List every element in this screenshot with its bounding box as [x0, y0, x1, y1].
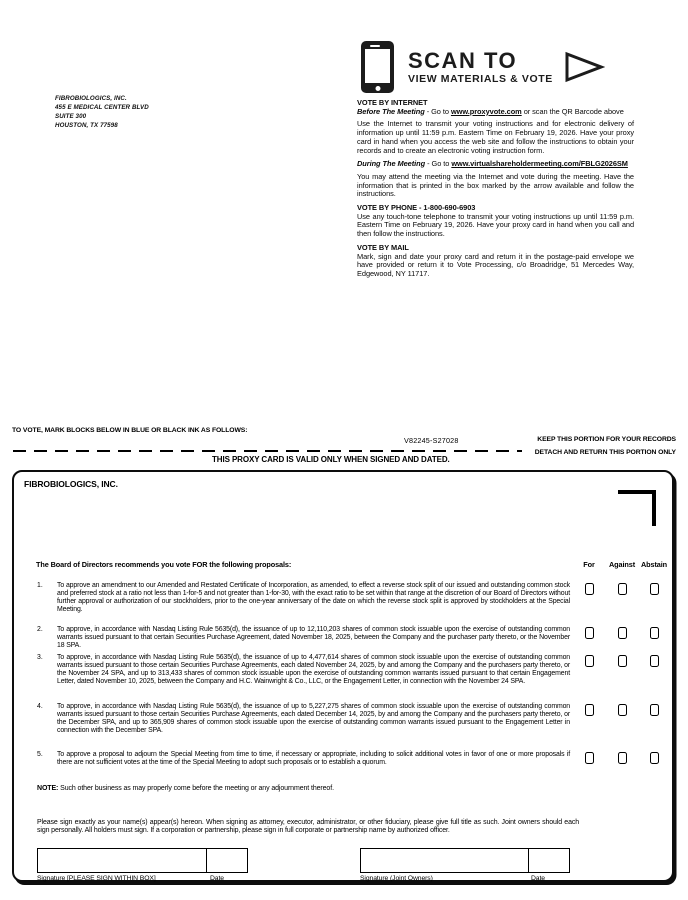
proposal-2-text: To approve, in accordance with Nasdaq Listing Rule 5635(d), the issuance of up to 12,110,203 shares of common stock issuable upon the exercise of outstanding common warrants issued pursuant to that certain Securities Purchase Agreement, dated November 18, 2025, between the Company and the purchaser party thereto, or the November 18 SPA.	[57, 626, 570, 649]
valid-when-signed-note: THIS PROXY CARD IS VALID ONLY WHEN SIGNED AND DATED.	[212, 455, 450, 464]
note-label: NOTE:	[37, 785, 59, 792]
date-joint-label: Date	[531, 875, 545, 882]
proposal-1-number: 1.	[37, 582, 43, 589]
proposal-1-text: To approve an amendment to our Amended and Restated Certificate of Incorporation, as amended, to effect a reverse stock split of our issued and outstanding common stock and preferred stock at a ratio not less than 1-for-5 and not greater than 1-for-30, with the exact ratio to be set within that range at the discretion of our Board of Directors without further approval or authorization of our stockholders, prior to the one-year anniversary of the date on which the reverse stock split is approved by stockholders at the Special Meeting.	[57, 582, 570, 613]
signature-primary-label: Signature [PLEASE SIGN WITHIN BOX]	[37, 875, 156, 882]
proposal-5-text: To approve a proposal to adjourn the Special Meeting from time to time, if necessary or appropriate, including to solicit additional votes in favor of one or more proposals if there are not sufficient votes at the time of the Special Meeting to adopt such proposals or to establish a quorum.	[57, 751, 570, 766]
smartphone-icon	[361, 41, 394, 93]
recipient-address	[55, 94, 149, 130]
detach-return-note: DETACH AND RETURN THIS PORTION ONLY	[534, 449, 676, 456]
board-recommendation: The Board of Directors recommends you vote FOR the following proposals:	[36, 560, 292, 569]
proposal-5-number: 5.	[37, 751, 43, 758]
proxyvote-link[interactable]: www.proxyvote.com	[450, 106, 522, 116]
note-line	[37, 785, 577, 792]
proposal-5-against-checkbox[interactable]	[618, 752, 627, 764]
column-header-abstain: Abstain	[640, 560, 668, 569]
proposal-5-for-checkbox[interactable]	[585, 752, 594, 764]
signature-box-primary[interactable]	[37, 848, 248, 873]
proposal-3-text: To approve, in accordance with Nasdaq Listing Rule 5635(d), the issuance of up to 4,477,614 shares of common stock issuable upon the exercise of outstanding common warrants issued pursuant to those certain Securities Purchase Agreements, each dated November 24, 2025, by and among the Company and the purchasers party thereto, or the November 24 SPA, and up to 313,433 shares of common stock issuable upon the exercise of outstanding common warrants issued pursuant to that certain Engagement Letter, dated November 10, 2025, between the Company and H.C. Wainwright & Co., LLC, or the Engagement Letter, in connection with the November 24 SPA.	[57, 654, 570, 685]
scan-to-banner	[361, 41, 605, 93]
phone-paragraph: Use any touch-tone telephone to transmit your voting instructions up until 11:59 p.m. Eastern Time on February 19, 2026. Have your proxy card in hand when you call and then follow the instructions.	[357, 211, 634, 239]
vote-by-internet-heading: VOTE BY INTERNET	[357, 98, 428, 107]
keep-portion-note: KEEP THIS PORTION FOR YOUR RECORDS	[537, 436, 676, 443]
detach-dashed-line	[13, 450, 522, 452]
proposal-4-number: 4.	[37, 703, 43, 710]
during-meeting-paragraph: You may attend the meeting via the Internet and vote during the meeting. Have the information that is printed in the box marked by the arrow available and follow the instructions.	[357, 171, 634, 199]
proxy-card	[12, 470, 674, 882]
scan-to-title: SCAN TO	[408, 47, 518, 73]
virtual-meeting-link[interactable]: www.virtualshareholdermeeting.com/FBLG2026SM	[451, 159, 628, 169]
internet-paragraph: Use the Internet to transmit your voting instructions and for electronic delivery of information up until 11:59 p.m. Eastern Time on February 19, 2026. Have your proxy card in hand when you access the web site and follow the instructions to obtain your records and to create an electronic voting instruction form.	[357, 119, 634, 155]
mail-paragraph: Mark, sign and date your proxy card and return it in the postage-paid envelope we have provided or return it to Vote Processing, c/o Broadridge, 51 Mercedes Way, Edgewood, NY 11717.	[357, 251, 634, 278]
recipient-suite: SUITE 300	[55, 113, 87, 120]
proposal-3-abstain-checkbox[interactable]	[650, 655, 659, 667]
proposal-4-text: To approve, in accordance with Nasdaq Listing Rule 5635(d), the issuance of up to 5,227,275 shares of common stock issuable upon the exercise of outstanding common warrants issued pursuant to those certain Securities Purchase Agreements, each dated December 14, 2025, by and among the Company and the purchasers party thereto, or the December SPA, and up to 365,909 shares of common stock issuable upon the exercise of outstanding common warrants issued pursuant to the Engagement Letter in connection with the December SPA.	[57, 703, 570, 734]
recipient-company: FIBROBIOLOGICS, INC.	[55, 95, 127, 102]
proposal-3-against-checkbox[interactable]	[618, 655, 627, 667]
mark-blocks-instruction: TO VOTE, MARK BLOCKS BELOW IN BLUE OR BLACK INK AS FOLLOWS:	[12, 427, 248, 434]
corner-bracket-mark	[618, 490, 656, 526]
proposal-5-abstain-checkbox[interactable]	[650, 752, 659, 764]
signature-date-divider	[528, 849, 529, 872]
proposal-2-against-checkbox[interactable]	[618, 627, 627, 639]
scan-to-subtitle: VIEW MATERIALS & VOTE	[408, 72, 553, 85]
proposal-1-abstain-checkbox[interactable]	[650, 583, 659, 595]
proposal-1-for-checkbox[interactable]	[585, 583, 594, 595]
recipient-city: HOUSTON, TX 77598	[55, 122, 118, 129]
proposal-4-abstain-checkbox[interactable]	[650, 704, 659, 716]
signature-joint-label: Signature (Joint Owners)	[360, 875, 433, 882]
recipient-street: 455 E MEDICAL CENTER BLVD	[55, 104, 149, 111]
column-header-for: For	[583, 560, 595, 569]
signature-box-joint[interactable]	[360, 848, 570, 873]
signature-date-divider	[206, 849, 207, 872]
control-number: V82245-S27028	[404, 436, 459, 445]
vote-by-mail-heading: VOTE BY MAIL	[357, 242, 409, 252]
proposal-2-for-checkbox[interactable]	[585, 627, 594, 639]
proposal-1-against-checkbox[interactable]	[618, 583, 627, 595]
proposal-4-for-checkbox[interactable]	[585, 704, 594, 716]
proposal-2-abstain-checkbox[interactable]	[650, 627, 659, 639]
during-meeting-line: During The Meeting - Go to www.virtualshareholdermeeting.com/FBLG2026SM	[357, 159, 628, 169]
vote-by-phone-heading: VOTE BY PHONE - 1-800-690-6903	[357, 203, 476, 213]
date-primary-label: Date	[210, 875, 224, 882]
proposal-3-for-checkbox[interactable]	[585, 655, 594, 667]
proposal-3-number: 3.	[37, 654, 43, 661]
note-text: Such other business as may properly come before the meeting or any adjournment thereof.	[58, 785, 334, 792]
before-meeting-line: Before The Meeting - Go to www.proxyvote.com or scan the QR Barcode above	[357, 106, 624, 116]
column-header-against: Against	[608, 560, 636, 569]
proposal-2-number: 2.	[37, 626, 43, 633]
card-company-name: FIBROBIOLOGICS, INC.	[24, 479, 118, 489]
arrow-right-icon	[563, 49, 605, 85]
sign-instructions: Please sign exactly as your name(s) appear(s) hereon. When signing as attorney, executor, administrator, or other fiduciary, please give full title as such. Joint owners should each sign personally. All holders must sign. If a corporation or partnership, please sign in full corporate or partnership name by authorized officer.	[37, 819, 579, 835]
proposal-4-against-checkbox[interactable]	[618, 704, 627, 716]
vote-instructions	[357, 99, 634, 284]
